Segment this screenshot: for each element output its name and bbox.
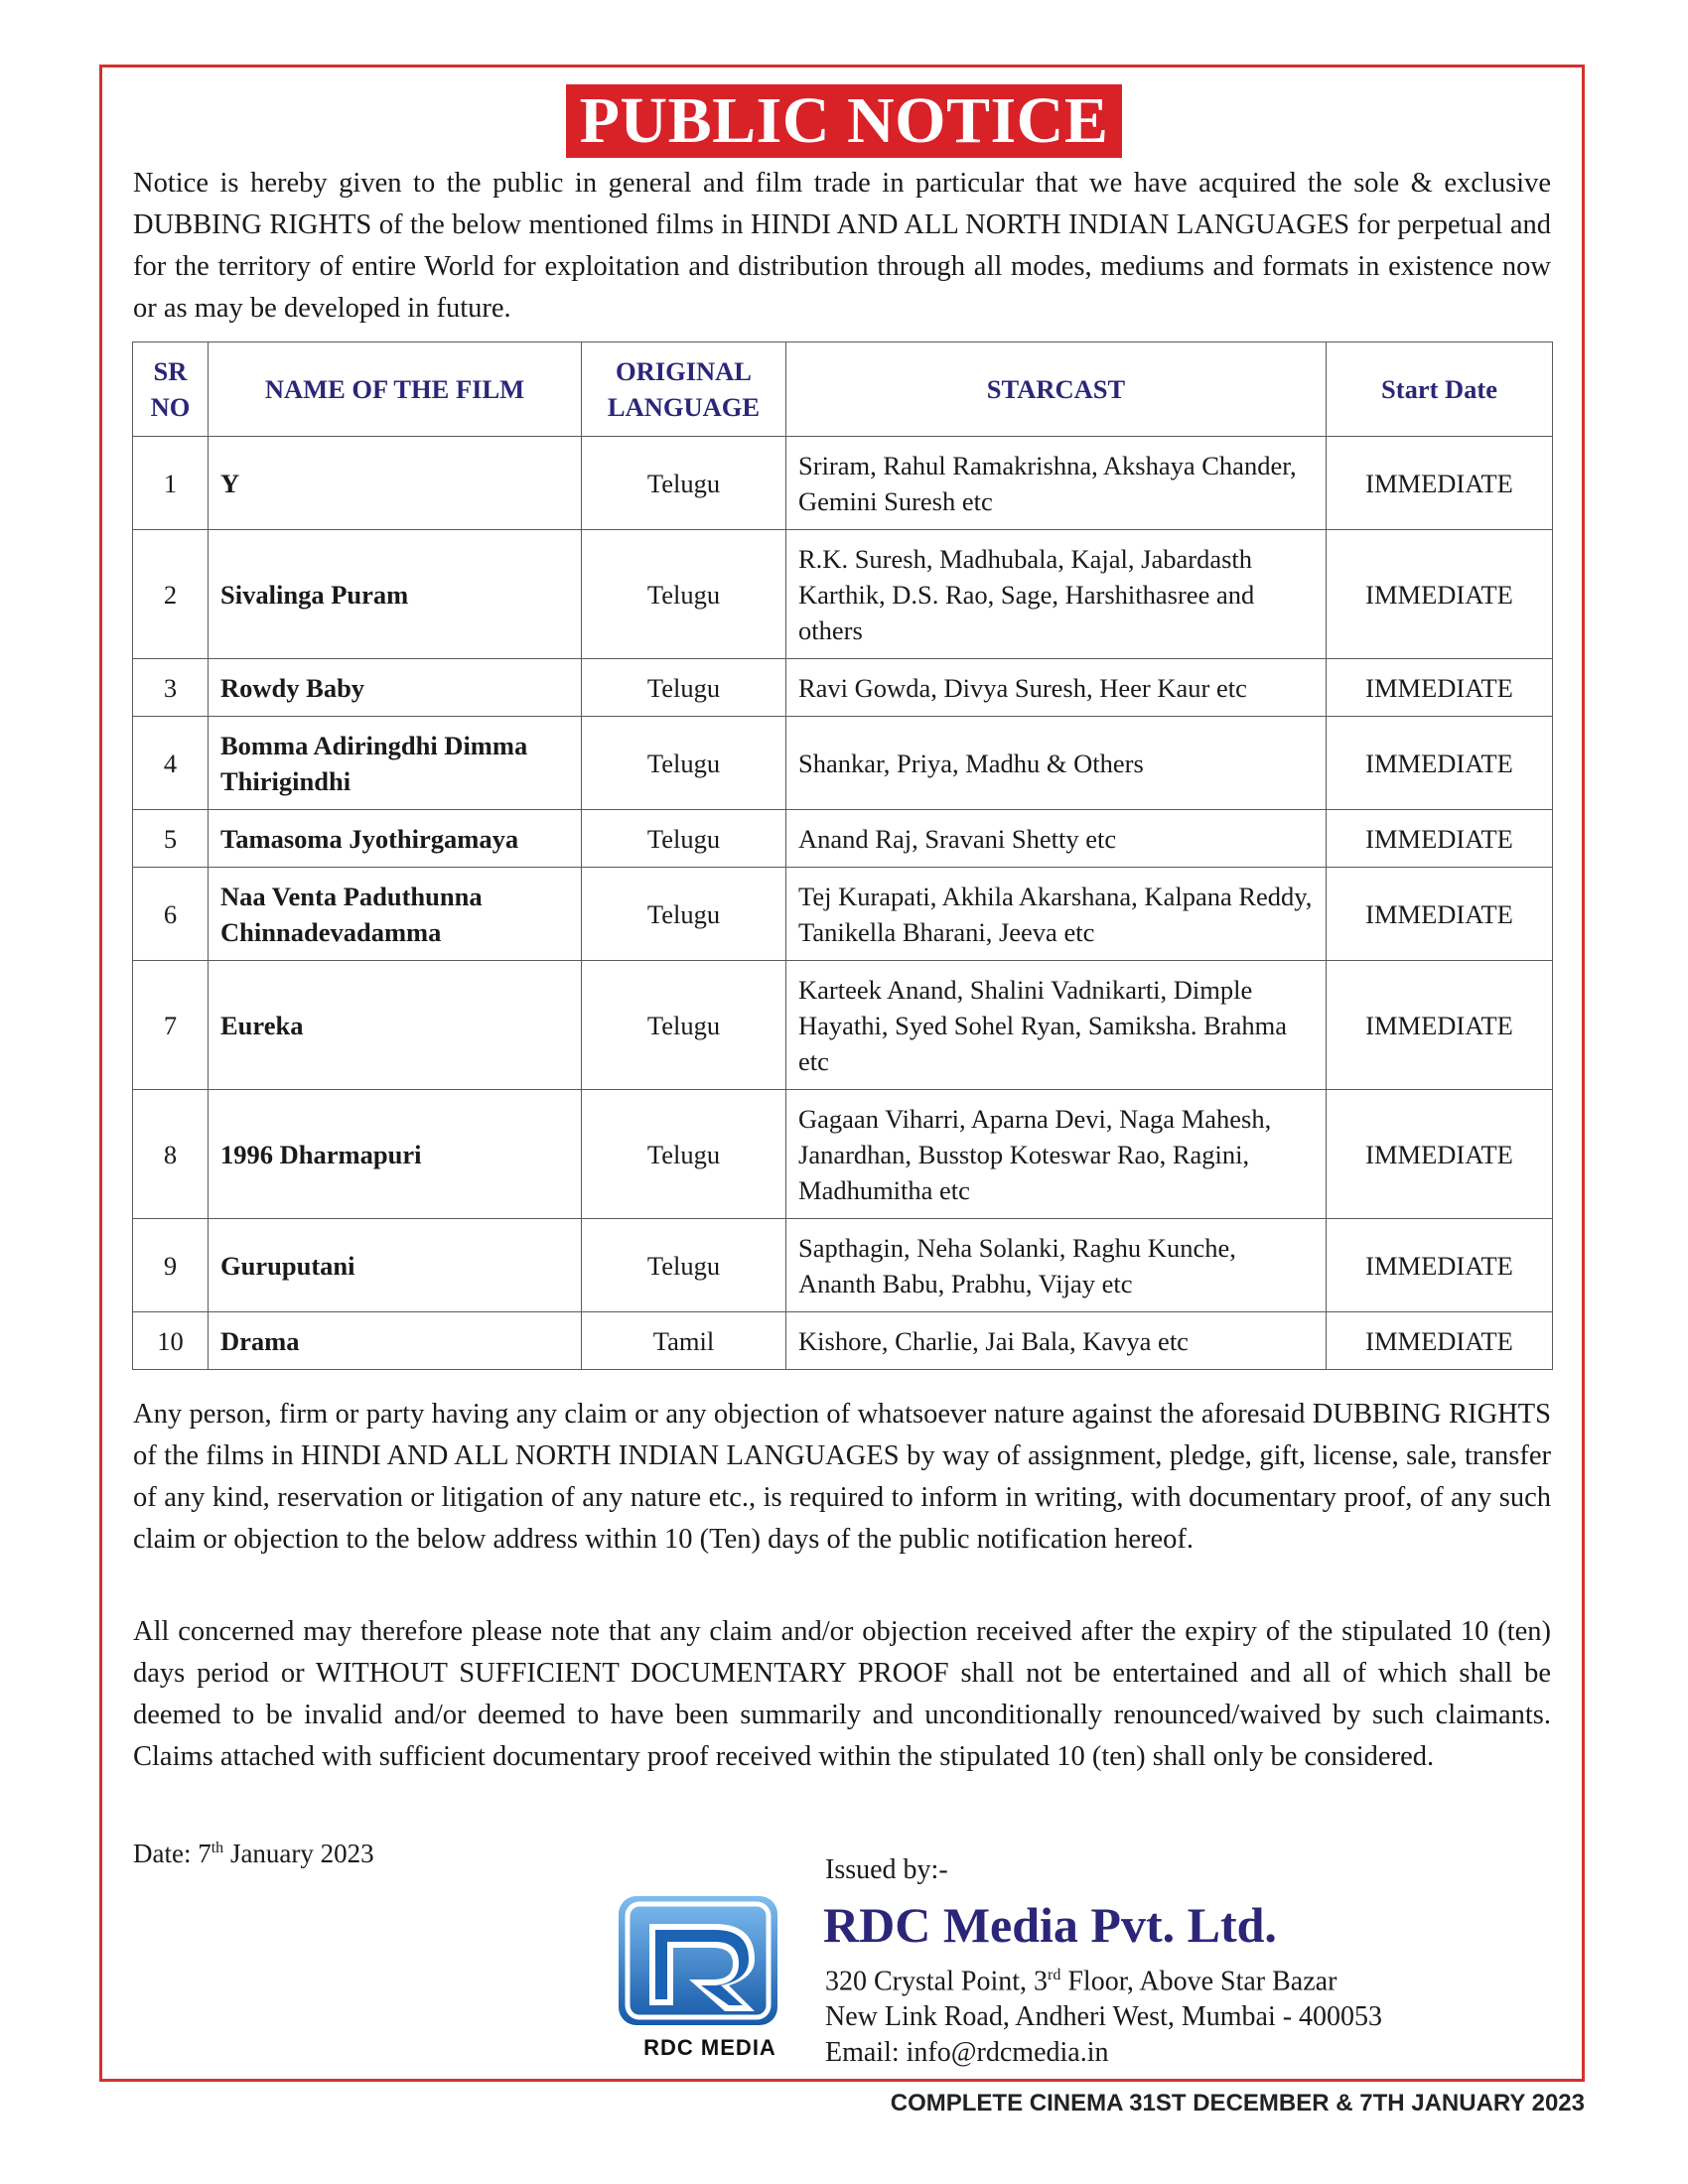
sr-cell: 9 [133,1219,209,1312]
language-cell: Telugu [582,659,786,717]
start-date-cell: IMMEDIATE [1327,437,1553,530]
film-name-cell: 1996 Dharmapuri [209,1090,582,1219]
sr-cell: 4 [133,717,209,810]
company-address [825,1958,1382,2071]
language-cell: Telugu [582,437,786,530]
sr-cell: 8 [133,1090,209,1219]
start-date-cell: IMMEDIATE [1327,717,1553,810]
sr-cell: 7 [133,961,209,1090]
starcast-cell: Kishore, Charlie, Jai Bala, Kavya etc [786,1312,1327,1370]
title-wrap [0,84,1688,158]
header-language: ORIGINAL LANGUAGE [582,342,786,437]
notice-title: PUBLIC NOTICE [566,84,1123,158]
header-starcast: STARCAST [786,342,1327,437]
concerned-paragraph: All concerned may therefore please note that any claim and/or objection received after the expiry of the stipulated 10 (ten) days period or WITHOUT SUFFICIENT DOCUMENTARY PROOF shall not be entertained and all of which shall be deemed to be invalid and/or deemed to have been summarily and unconditionally renounced/waived by such claimants. Claims attached with sufficient documentary proof received within the stipulated 10 (ten) shall only be considered. [133,1616,1551,1772]
starcast-cell: Sriram, Rahul Ramakrishna, Akshaya Chander, Gemini Suresh etc [786,437,1327,530]
table-row [133,961,1553,1090]
starcast-cell: Karteek Anand, Shalini Vadnikarti, Dimple Hayathi, Syed Sohel Ryan, Samiksha. Brahma etc [786,961,1327,1090]
header-sr: SR NO [133,342,209,437]
table-row [133,717,1553,810]
start-date-cell: IMMEDIATE [1327,961,1553,1090]
starcast-cell: Anand Raj, Sravani Shetty etc [786,810,1327,868]
header-name: NAME OF THE FILM [209,342,582,437]
sr-cell: 1 [133,437,209,530]
company-name: RDC Media Pvt. Ltd. [823,1897,1277,1953]
sr-cell: 5 [133,810,209,868]
language-cell: Telugu [582,1219,786,1312]
language-cell: Telugu [582,530,786,659]
header-start-date: Start Date [1327,342,1553,437]
publication-footer: COMPLETE CINEMA 31ST DECEMBER & 7TH JANUARY 2023 [890,2090,1585,2116]
sr-cell: 3 [133,659,209,717]
language-cell: Telugu [582,810,786,868]
film-name-cell: Tamasoma Jyothirgamaya [209,810,582,868]
table-row [133,810,1553,868]
language-cell: Telugu [582,1090,786,1219]
sr-cell: 2 [133,530,209,659]
table-row [133,437,1553,530]
table-row [133,868,1553,961]
table-row [133,1219,1553,1312]
language-cell: Telugu [582,868,786,961]
notice-date: Date: 7th January 2023 [133,1839,374,1868]
start-date-cell: IMMEDIATE [1327,1312,1553,1370]
film-name-cell: Naa Venta Paduthunna Chinnadevadamma [209,868,582,961]
starcast-cell: Sapthagin, Neha Solanki, Raghu Kunche, Ananth Babu, Prabhu, Vijay etc [786,1219,1327,1312]
film-name-cell: Drama [209,1312,582,1370]
table-row [133,1090,1553,1219]
issued-by-label: Issued by:- [825,1854,948,1885]
starcast-cell: R.K. Suresh, Madhubala, Kajal, Jabardasth Karthik, D.S. Rao, Sage, Harshithasree and others [786,530,1327,659]
table-header-row [133,342,1553,437]
sr-cell: 10 [133,1312,209,1370]
intro-paragraph: Notice is hereby given to the public in general and film trade in particular that we have acquired the sole & exclusive DUBBING RIGHTS of the below mentioned films in HINDI AND ALL NORTH INDIAN LANGUAGES for perpetual and for the territory of entire World for exploitation and distribution through all modes, mediums and formats in existence now or as may be developed in future. [133,168,1551,324]
table-row [133,659,1553,717]
language-cell: Telugu [582,717,786,810]
films-table [132,341,1553,1370]
start-date-cell: IMMEDIATE [1327,659,1553,717]
table-row [133,1312,1553,1370]
start-date-cell: IMMEDIATE [1327,810,1553,868]
table-row [133,530,1553,659]
email-line: Email: info@rdcmedia.in [825,2037,1109,2069]
objection-paragraph: Any person, firm or party having any claim or any objection of whatsoever nature against the aforesaid DUBBING RIGHTS of the films in HINDI AND ALL NORTH INDIAN LANGUAGES by way of assignment, pledge, gift, license, sale, transfer of any kind, reservation or litigation of any nature etc., is required to inform in writing, with documentary proof, of any such claim or objection to the below address within 10 (Ten) days of the public notification hereof. [133,1399,1551,1555]
starcast-cell: Tej Kurapati, Akhila Akarshana, Kalpana Reddy, Tanikella Bharani, Jeeva etc [786,868,1327,961]
starcast-cell: Gagaan Viharri, Aparna Devi, Naga Mahesh, Janardhan, Busstop Koteswar Rao, Ragini, Madhumitha etc [786,1090,1327,1219]
film-name-cell: Rowdy Baby [209,659,582,717]
film-name-cell: Sivalinga Puram [209,530,582,659]
film-name-cell: Y [209,437,582,530]
film-name-cell: Guruputani [209,1219,582,1312]
language-cell: Tamil [582,1312,786,1370]
address-line-2: New Link Road, Andheri West, Mumbai - 400053 [825,2001,1383,2033]
rdc-media-logo [616,1894,804,2061]
address-line-1: 320 Crystal Point, 3rd Floor, Above Star Bazar [825,1966,1337,1997]
logo-text: RDC MEDIA [643,2035,776,2060]
start-date-cell: IMMEDIATE [1327,1219,1553,1312]
language-cell: Telugu [582,961,786,1090]
film-name-cell: Eureka [209,961,582,1090]
starcast-cell: Shankar, Priya, Madhu & Others [786,717,1327,810]
film-name-cell: Bomma Adiringdhi Dimma Thirigindhi [209,717,582,810]
start-date-cell: IMMEDIATE [1327,1090,1553,1219]
start-date-cell: IMMEDIATE [1327,530,1553,659]
sr-cell: 6 [133,868,209,961]
start-date-cell: IMMEDIATE [1327,868,1553,961]
starcast-cell: Ravi Gowda, Divya Suresh, Heer Kaur etc [786,659,1327,717]
